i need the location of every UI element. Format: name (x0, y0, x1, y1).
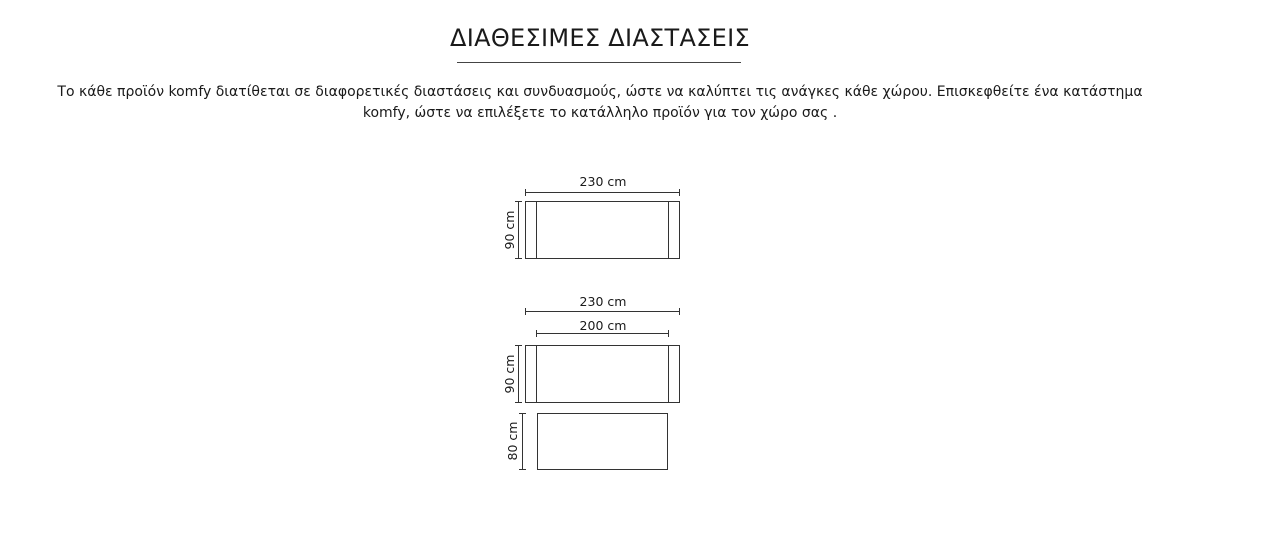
config-2-width-label: 230 cm (579, 294, 627, 309)
section-description: Το κάθε προϊόν komfy διατίθεται σε διαφορετικές διαστάσεις και συνδυασμούς, ώστε να καλύπτει τις ανάγκες κάθε χώρου. Επισκεφθείτε ένα κατάστημα komfy, ώστε να επιλέξετε το κατάλληλο προϊόν για τον χώρο σας . (57, 84, 1143, 121)
config-2-inner-width-label: 200 cm (579, 318, 627, 333)
config-2-ottoman-drawing (538, 414, 668, 470)
config-2-sofa-drawing (526, 346, 680, 403)
config-1-width-dimension-line (526, 189, 680, 196)
config-1-depth-label: 90 cm (502, 210, 517, 250)
config-2-ottoman-body (538, 414, 668, 470)
config-2-width-dimension-line (526, 308, 680, 315)
config-2-sofa-body (526, 346, 680, 403)
config-2-depth-label: 90 cm (502, 354, 517, 394)
config-1-width-label: 230 cm (579, 174, 627, 189)
config-2-ottoman-depth-label: 80 cm (505, 421, 520, 461)
config-1-sofa-drawing (526, 202, 680, 259)
config-1-sofa-body (526, 202, 680, 259)
config-2-ottoman-depth-dimension-line (519, 414, 526, 470)
section-title: ΔΙΑΘΕΣΙΜΕΣ ΔΙΑΣΤΑΣΕΙΣ (450, 24, 750, 52)
